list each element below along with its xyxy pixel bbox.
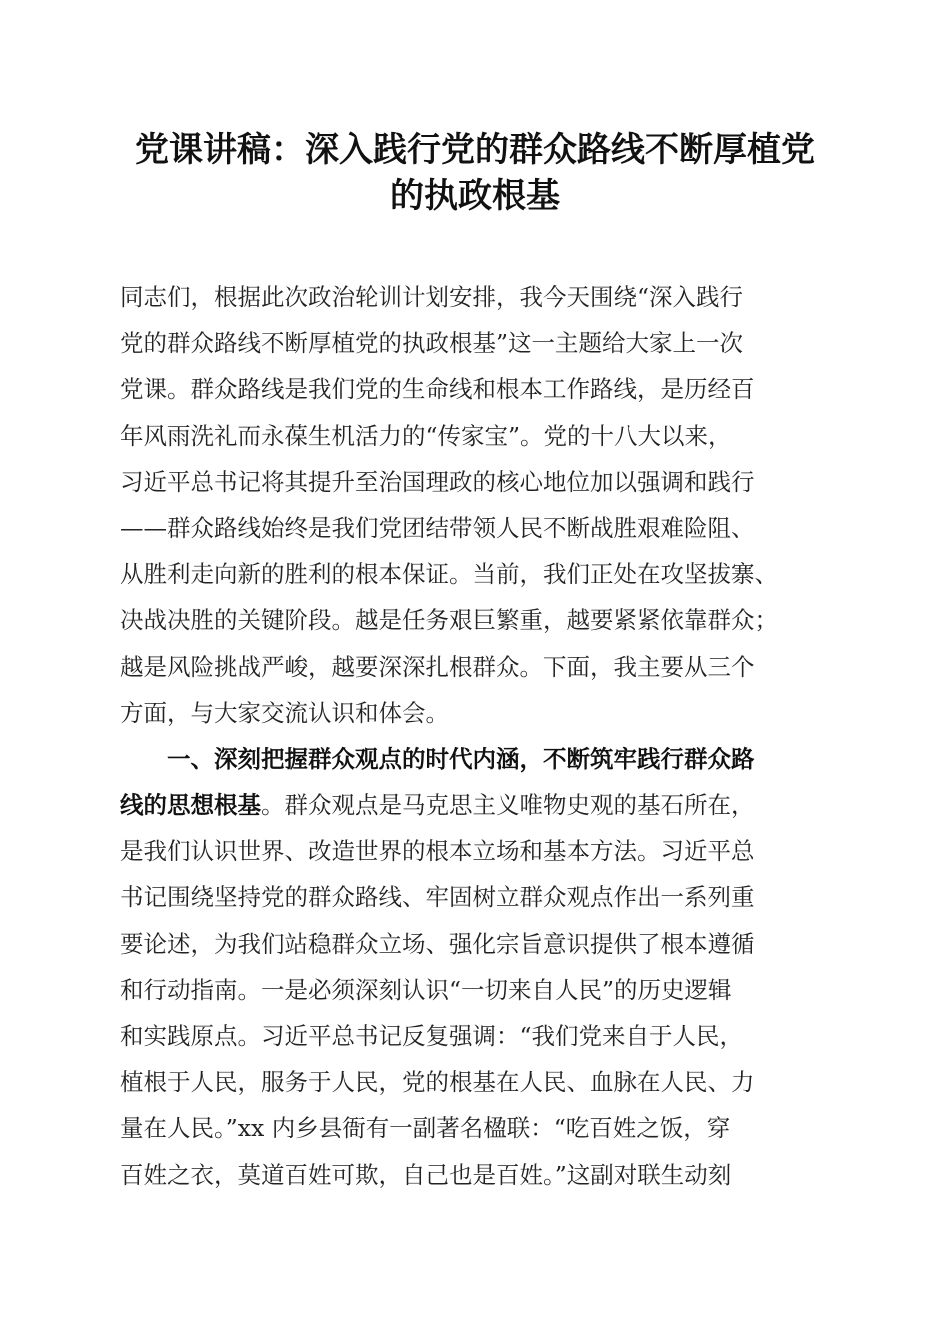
text-line: 量在人民。”xx 内乡县衙有一副著名楹联：“吃百姓之饭，穿: [120, 1114, 731, 1143]
section-1-heading-continued: 线的思想根基: [120, 791, 261, 820]
text-line: 党的群众路线不断厚植党的执政根基”这一主题给大家上一次: [120, 329, 744, 358]
text-line: 从胜利走向新的胜利的根本保证。当前，我们正处在攻坚拔寨、: [120, 560, 778, 589]
text-line: 和行动指南。一是必须深刻认识“一切来自人民”的历史逻辑: [120, 975, 732, 1004]
text-line: 越是风险挑战严峻，越要深深扎根群众。下面，我主要从三个: [120, 652, 755, 681]
text-line: 方面，与大家交流认识和体会。: [120, 698, 449, 727]
text-line: 党课。群众路线是我们党的生命线和根本工作路线，是历经百: [120, 375, 755, 404]
text-line: 百姓之衣，莫道百姓可欺，自己也是百姓。”这副对联生动刻: [120, 1160, 732, 1189]
text-line: 是我们认识世界、改造世界的根本立场和基本方法。习近平总: [120, 837, 755, 866]
text-line: 年风雨洗礼而永葆生机活力的“传家宝”。党的十八大以来，: [120, 421, 732, 450]
text-line: ——群众路线始终是我们党团结带领人民不断战胜艰难险阻、: [120, 513, 755, 542]
text-line: 要论述，为我们站稳群众立场、强化宗旨意识提供了根本遵循: [120, 929, 755, 958]
title-line: 的执政根基: [390, 176, 560, 217]
text-line: 习近平总书记将其提升至治国理政的核心地位加以强调和践行: [120, 467, 755, 496]
text-line: 决战决胜的关键阶段。越是任务艰巨繁重，越要紧紧依靠群众；: [120, 606, 778, 635]
title-line: 党课讲稿：深入践行党的群众路线不断厚植党: [135, 130, 815, 170]
text-line: [120, 782, 832, 828]
text-line: 植根于人民，服务于人民，党的根基在人民、血脉在人民、力: [120, 1068, 755, 1097]
document-body: [120, 274, 832, 1198]
intro-paragraph: [120, 274, 832, 736]
section-1-heading: 一、深刻把握群众观点的时代内涵，不断筑牢践行群众路: [167, 744, 755, 773]
text-line: 同志们，根据此次政治轮训计划安排，我今天围绕“深入践行: [120, 283, 744, 311]
text-line: 和实践原点。习近平总书记反复强调：“我们党来自于人民，: [120, 1022, 744, 1050]
text-line: 书记围绕坚持党的群众路线、牢固树立群众观点作出一系列重: [120, 883, 755, 912]
section-1-text: 。群众观点是马克思主义唯物史观的基石所在，: [261, 791, 755, 820]
document-title: [100, 128, 850, 220]
section-1-paragraph: [120, 736, 832, 1198]
